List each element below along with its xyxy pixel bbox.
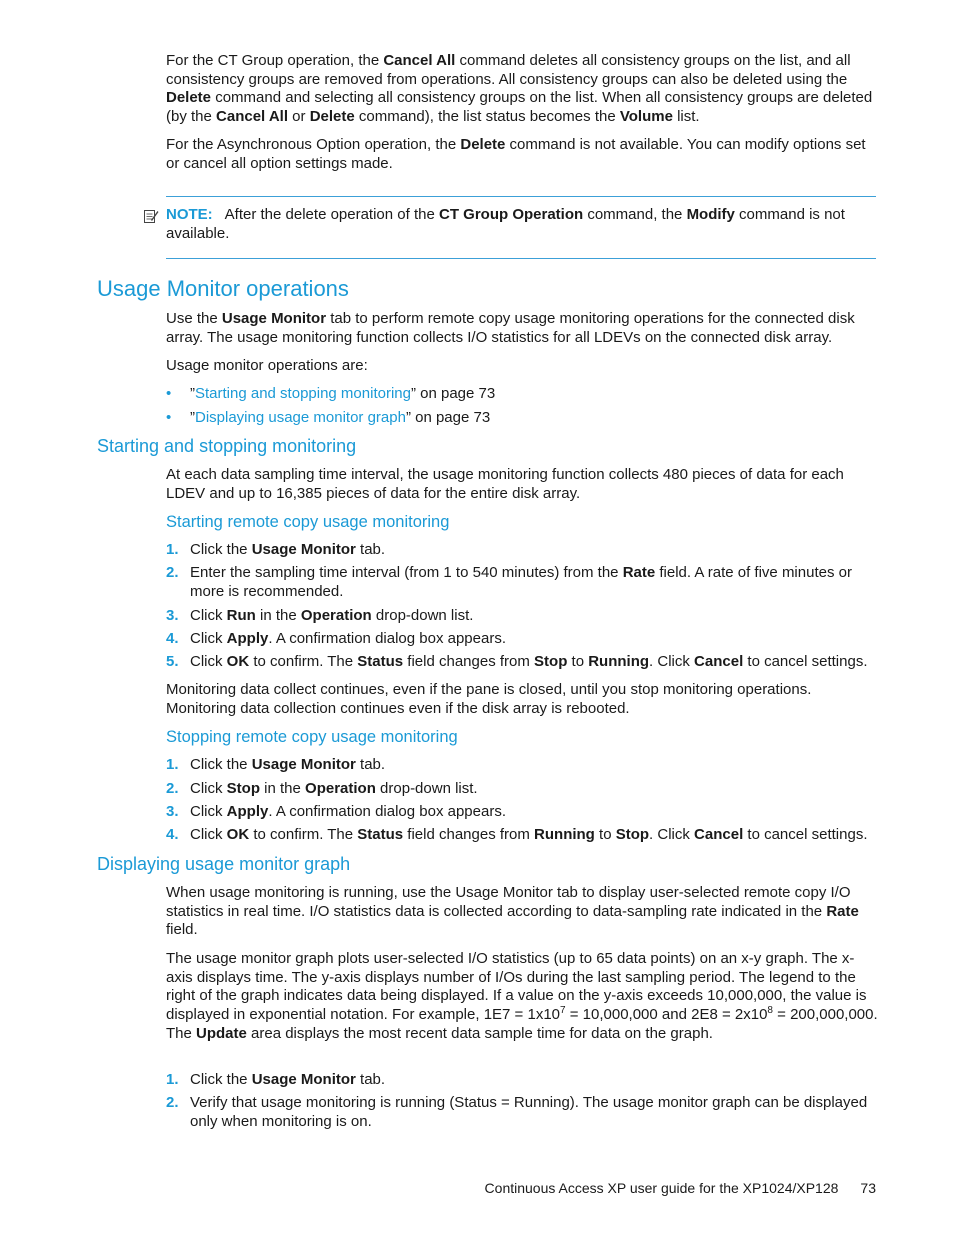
start-step-4: 4. Click Apply. A confirmation dialog box appears. [166, 630, 506, 647]
usage-monitor-heading: Usage Monitor operations [97, 276, 349, 301]
note-icon [143, 208, 159, 224]
intro-paragraph-1: For the CT Group operation, the Cancel All command deletes all consistency groups on the list, and all consistency groups are removed from operations. All consistency groups can also be deleted using the Delete command and selecting all consistency groups on the list. When all consistency groups are deleted (by the Cancel All or Delete command), the list status becomes the Volume list. [166, 52, 873, 126]
page-number: 73 [860, 1180, 876, 1196]
link-displaying-usage-monitor-graph[interactable]: Displaying usage monitor graph [195, 409, 406, 426]
note-top-rule [166, 196, 876, 197]
starting-stopping-paragraph: At each data sampling time interval, the usage monitoring function collects 480 pieces of data for each LDEV and up to 16,385 pieces of data for the entire disk array. [166, 466, 844, 502]
start-step-1: 1. Click the Usage Monitor tab. [166, 541, 386, 558]
graph-step-1: 1. Click the Usage Monitor tab. [166, 1071, 386, 1088]
stop-step-2: 2. Click Stop in the Operation drop-down list. [166, 780, 478, 797]
footer-title: Continuous Access XP user guide for the XP1024/XP128 [484, 1180, 839, 1196]
link-starting-stopping-monitoring[interactable]: Starting and stopping monitoring [195, 385, 411, 402]
start-monitoring-heading: Starting remote copy usage monitoring [166, 513, 450, 531]
graph-paragraph-1: When usage monitoring is running, use the Usage Monitor tab to display user-selected remote copy I/O statistics in real time. I/O statistics data is collected according to data-sampling rate indicated in the Rate field. [166, 884, 859, 939]
usage-monitor-paragraph-2: Usage monitor operations are: [166, 357, 368, 374]
graph-paragraph-2: The usage monitor graph plots user-selected I/O statistics (up to 65 data points) on an x-y graph. The x-axis displays time. The y-axis displays number of I/Os during the last sampling period. The legend to the right of the graph indicates data being displayed. If a value on the y-axis exceeds 10,000,000, the value is displayed in exponential notation. For example, $1E7 = 1x10^7 = 10,000,000$ and $2E8 = 2x10^8 = 200,000,000$. The Update area displays the most recent data sample time for data on the graph. [166, 950, 878, 1042]
intro-paragraph-2: For the Asynchronous Option operation, the Delete command is not available. You can modify options set or cancel all option settings made. [166, 136, 866, 172]
list-item: • ”Starting and stopping monitoring” on page 73 [166, 385, 496, 402]
stop-monitoring-heading: Stopping remote copy usage monitoring [166, 728, 458, 746]
note-text: NOTE: After the delete operation of the CT Group Operation command, the Modify command is not available. [166, 206, 845, 242]
note-label: NOTE: [166, 206, 213, 223]
starting-stopping-heading: Starting and stopping monitoring [97, 436, 357, 456]
start-step-3: 3. Click Run in the Operation drop-down list. [166, 607, 474, 624]
stop-step-4: 4. Click OK to confirm. The Status field changes from Running to Stop. Click Cancel to cancel settings. [166, 826, 868, 843]
stop-step-1: 1. Click the Usage Monitor tab. [166, 756, 386, 773]
stop-step-3: 3. Click Apply. A confirmation dialog box appears. [166, 803, 506, 820]
start-step-5: 5. Click OK to confirm. The Status field changes from Stop to Running. Click Cancel to cancel settings. [166, 653, 868, 670]
usage-monitor-paragraph-1: Use the Usage Monitor tab to perform remote copy usage monitoring operations for the connected disk array. The usage monitoring function collects I/O statistics for all LDEVs on the connected disk array. [166, 310, 855, 346]
start-step-2: 2. Enter the sampling time interval (from 1 to 540 minutes) from the Rate field. A rate of five minutes or more is recommended. [166, 564, 852, 600]
note-bottom-rule [166, 258, 876, 259]
page-footer [485, 1180, 876, 1196]
displaying-graph-heading: Displaying usage monitor graph [97, 854, 351, 874]
list-item: • ”Displaying usage monitor graph” on page 73 [166, 409, 491, 426]
monitoring-continues-paragraph: Monitoring data collect continues, even if the pane is closed, until you stop monitoring operations. Monitoring data collection continues even if the disk array is rebooted. [166, 681, 812, 717]
graph-step-2: 2. Verify that usage monitoring is running (Status = Running). The usage monitor graph can be displayed only when monitoring is on. [166, 1094, 868, 1130]
